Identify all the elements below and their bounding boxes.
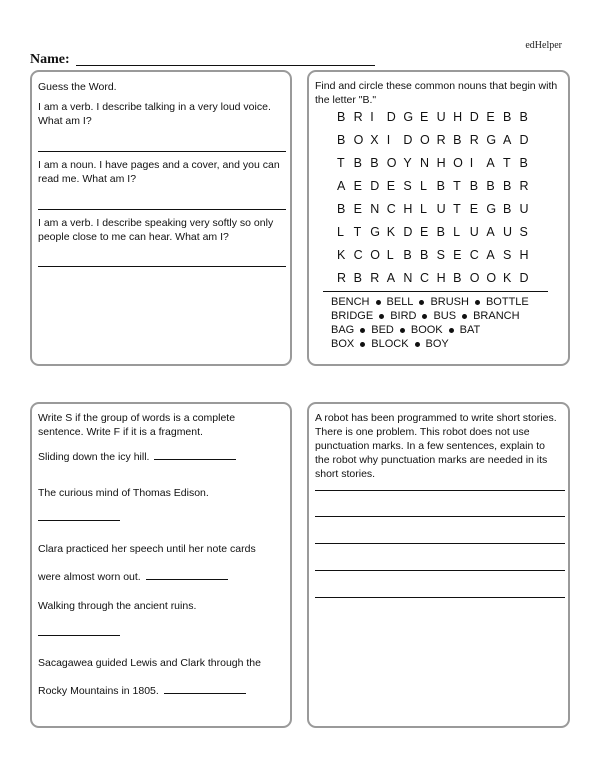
grid-letter[interactable]: C: [419, 271, 429, 285]
grid-letter[interactable]: R: [436, 133, 446, 147]
writing-line-2[interactable]: [315, 516, 565, 517]
grid-letter[interactable]: E: [486, 110, 495, 124]
grid-letter[interactable]: B: [453, 133, 462, 147]
grid-letter[interactable]: L: [419, 202, 427, 216]
name-label: Name:: [30, 52, 70, 67]
word-list-item: BIRD: [390, 310, 417, 322]
name-input-line[interactable]: [76, 65, 375, 66]
grid-letter[interactable]: L: [386, 248, 394, 262]
word-list-row: [331, 337, 561, 351]
grid-letter[interactable]: D: [469, 110, 479, 124]
grid-letter[interactable]: R: [337, 271, 347, 285]
answer-line-3[interactable]: [38, 266, 286, 267]
bullet-dot-icon: [415, 342, 420, 347]
grid-letter[interactable]: O: [453, 156, 463, 170]
item-5-line-1: Sacagawea guided Lewis and Clark through the: [38, 657, 261, 669]
bullet-dot-icon: [400, 328, 405, 333]
answer-line-1[interactable]: [38, 151, 286, 152]
grid-letter[interactable]: B: [337, 133, 346, 147]
grid-letter[interactable]: L: [453, 225, 461, 239]
item-1-text: Sliding down the icy hill.: [38, 451, 150, 463]
grid-row: [337, 110, 536, 133]
grid-letter[interactable]: T: [502, 156, 511, 170]
grid-letter[interactable]: B: [436, 225, 445, 239]
word-list-item: BRIDGE: [331, 310, 374, 322]
grid-letter[interactable]: B: [519, 156, 528, 170]
grid-row: [337, 225, 536, 248]
word-list-item: BOTTLE: [485, 296, 529, 308]
grid-letter[interactable]: O: [353, 133, 364, 147]
grid-letter[interactable]: N: [419, 156, 429, 170]
grid-letter[interactable]: R: [370, 271, 380, 285]
answer-line-item-1[interactable]: [154, 459, 236, 460]
item-4: Walking through the ancient ruins.: [38, 600, 197, 612]
grid-letter[interactable]: U: [436, 110, 446, 124]
grid-letter[interactable]: D: [370, 179, 380, 193]
item-5-line-2-text: Rocky Mountains in 1805.: [38, 685, 159, 697]
grid-letter[interactable]: G: [403, 110, 414, 124]
grid-letter[interactable]: O: [469, 271, 480, 285]
grid-letter[interactable]: H: [453, 110, 463, 124]
word-list-item: BELL: [386, 296, 414, 308]
writing-line-1[interactable]: [315, 490, 565, 491]
sentence-fragment-box: [30, 402, 292, 728]
grid-letter[interactable]: I: [370, 110, 374, 124]
answer-line-item-4[interactable]: [38, 635, 120, 636]
question-1: I am a verb. I describe talking in a very loud voice. What am I?: [38, 101, 271, 127]
word-list-item: BED: [371, 324, 394, 336]
grid-letter[interactable]: S: [436, 248, 445, 262]
grid-letter[interactable]: D: [386, 110, 396, 124]
word-search-instructions: Find and circle these common nouns that begin with the letter "B.": [315, 80, 558, 106]
word-list-item: BAT: [459, 324, 481, 336]
grid-letter[interactable]: R: [469, 133, 479, 147]
grid-letter[interactable]: B: [337, 110, 346, 124]
grid-letter[interactable]: I: [469, 156, 474, 170]
fragment-instructions: Write S if the group of words is a complete sentence. Write F if it is a fragment.: [38, 412, 236, 438]
grid-letter[interactable]: G: [370, 225, 380, 239]
grid-letter[interactable]: R: [353, 110, 363, 124]
grid-letter[interactable]: I: [386, 133, 391, 147]
grid-letter[interactable]: O: [386, 156, 397, 170]
grid-letter[interactable]: A: [337, 179, 346, 193]
grid-letter[interactable]: E: [353, 202, 362, 216]
item-2: The curious mind of Thomas Edison.: [38, 487, 209, 499]
writing-prompt: A robot has been programmed to write short stories. There is one problem. This robot does not use punctuation marks. In a few sentences, explain to the robot why punctuation marks are needed in its short stories.: [315, 412, 557, 480]
name-row: [30, 52, 375, 68]
answer-line-item-3[interactable]: [146, 579, 228, 580]
word-list-row: [331, 323, 561, 337]
grid-letter[interactable]: K: [337, 248, 346, 262]
grid-letter[interactable]: B: [502, 202, 512, 216]
item-5-line-2: [38, 684, 282, 698]
word-list-item: BUS: [433, 310, 457, 322]
word-list-row: [331, 309, 561, 323]
grid-letter[interactable]: U: [469, 225, 479, 239]
writing-line-4[interactable]: [315, 570, 565, 571]
grid-letter[interactable]: B: [337, 202, 346, 216]
word-list-row: [331, 295, 561, 309]
grid-letter[interactable]: U: [502, 225, 512, 239]
grid-letter[interactable]: T: [353, 225, 362, 239]
item-3-line-2-text: were almost worn out.: [38, 571, 141, 583]
answer-line-item-5[interactable]: [164, 693, 246, 694]
word-list-item: BOX: [331, 338, 355, 350]
grid-letter[interactable]: H: [436, 271, 446, 285]
grid-letter[interactable]: H: [436, 156, 446, 170]
grid-letter[interactable]: A: [502, 133, 512, 147]
grid-letter[interactable]: E: [419, 110, 429, 124]
word-list-item: BOOK: [410, 324, 443, 336]
grid-letter[interactable]: D: [519, 133, 529, 147]
writing-line-5[interactable]: [315, 597, 565, 598]
grid-letter[interactable]: C: [386, 202, 396, 216]
grid-letter[interactable]: N: [370, 202, 380, 216]
grid-letter[interactable]: B: [502, 110, 512, 124]
grid-letter[interactable]: A: [386, 271, 396, 285]
word-list-item: BOY: [425, 338, 449, 350]
bullet-dot-icon: [376, 300, 381, 305]
grid-letter[interactable]: E: [453, 248, 462, 262]
grid-letter[interactable]: O: [486, 271, 497, 285]
word-list-item: BRUSH: [430, 296, 469, 308]
grid-letter[interactable]: B: [370, 156, 379, 170]
grid-letter[interactable]: C: [353, 248, 363, 262]
bullet-dot-icon: [360, 328, 365, 333]
grid-letter[interactable]: A: [486, 248, 495, 262]
grid-letter[interactable]: B: [486, 179, 495, 193]
grid-letter[interactable]: D: [403, 225, 413, 239]
grid-letter[interactable]: H: [403, 202, 413, 216]
grid-letter[interactable]: S: [502, 248, 512, 262]
grid-letter[interactable]: L: [419, 179, 427, 193]
question-2: I am a noun. I have pages and a cover, and you can read me. What am I?: [38, 159, 280, 185]
answer-line-2[interactable]: [38, 209, 286, 210]
grid-letter[interactable]: S: [519, 225, 528, 239]
grid-letter[interactable]: Y: [403, 156, 412, 170]
word-search-box: [307, 70, 570, 366]
bullet-dot-icon: [360, 342, 365, 347]
word-list-item: BENCH: [331, 296, 370, 308]
grid-letter[interactable]: T: [337, 156, 345, 170]
writing-line-3[interactable]: [315, 543, 565, 544]
grid-letter[interactable]: G: [486, 133, 497, 147]
item-3-line-1: Clara practiced her speech until her note cards: [38, 543, 256, 555]
grid-letter[interactable]: X: [370, 133, 379, 147]
grid-letter[interactable]: U: [436, 202, 446, 216]
grid-letter[interactable]: T: [453, 202, 461, 216]
grid-letter[interactable]: B: [453, 271, 462, 285]
word-list-item: BRANCH: [473, 310, 520, 322]
grid-letter[interactable]: B: [436, 179, 445, 193]
grid-row: [337, 156, 536, 179]
bullet-dot-icon: [422, 314, 427, 319]
grid-letter[interactable]: E: [419, 225, 429, 239]
word-list-divider: [323, 291, 548, 292]
grid-letter[interactable]: A: [486, 225, 495, 239]
grid-letter[interactable]: E: [353, 179, 362, 193]
word-list-item: BAG: [331, 324, 355, 336]
grid-letter[interactable]: B: [403, 248, 412, 262]
bullet-dot-icon: [449, 328, 454, 333]
guess-the-word-box: [30, 70, 292, 366]
item-3-line-2: [38, 570, 282, 584]
grid-letter[interactable]: T: [453, 179, 461, 193]
grid-row: [337, 248, 536, 271]
grid-letter[interactable]: K: [502, 271, 512, 285]
grid-letter[interactable]: C: [469, 248, 479, 262]
grid-letter[interactable]: H: [519, 248, 529, 262]
grid-letter[interactable]: K: [386, 225, 396, 239]
grid-letter[interactable]: O: [370, 248, 380, 262]
grid-letter[interactable]: L: [337, 225, 344, 239]
grid-letter[interactable]: O: [419, 133, 430, 147]
word-list-item: BLOCK: [371, 338, 409, 350]
grid-letter[interactable]: B: [519, 110, 528, 124]
grid-row: [337, 179, 536, 202]
grid-letter[interactable]: D: [403, 133, 413, 147]
grid-letter[interactable]: B: [502, 179, 512, 193]
grid-letter[interactable]: U: [519, 202, 529, 216]
word-search-grid: [337, 110, 536, 294]
item-1: [38, 450, 282, 464]
bullet-dot-icon: [419, 300, 424, 305]
grid-letter[interactable]: B: [353, 156, 362, 170]
grid-letter[interactable]: R: [519, 179, 529, 193]
grid-letter[interactable]: B: [469, 179, 479, 193]
brand-label: edHelper: [525, 40, 562, 51]
grid-row: [337, 133, 536, 156]
grid-letter[interactable]: B: [353, 271, 362, 285]
answer-line-item-2[interactable]: [38, 520, 120, 521]
grid-letter[interactable]: S: [403, 179, 412, 193]
grid-letter[interactable]: D: [519, 271, 529, 285]
grid-letter[interactable]: E: [469, 202, 479, 216]
bullet-dot-icon: [379, 314, 384, 319]
grid-letter[interactable]: N: [403, 271, 413, 285]
word-list: [331, 295, 561, 351]
grid-letter[interactable]: G: [486, 202, 497, 216]
grid-row: [337, 202, 536, 225]
box-title: Guess the Word.: [38, 81, 117, 93]
bullet-dot-icon: [462, 314, 467, 319]
grid-letter[interactable]: E: [386, 179, 396, 193]
grid-letter[interactable]: B: [419, 248, 429, 262]
writing-prompt-box: [307, 402, 570, 728]
bullet-dot-icon: [475, 300, 480, 305]
grid-letter[interactable]: A: [486, 156, 495, 170]
question-3: I am a verb. I describe speaking very softly so only people close to me can hear. What am I?: [38, 217, 274, 243]
